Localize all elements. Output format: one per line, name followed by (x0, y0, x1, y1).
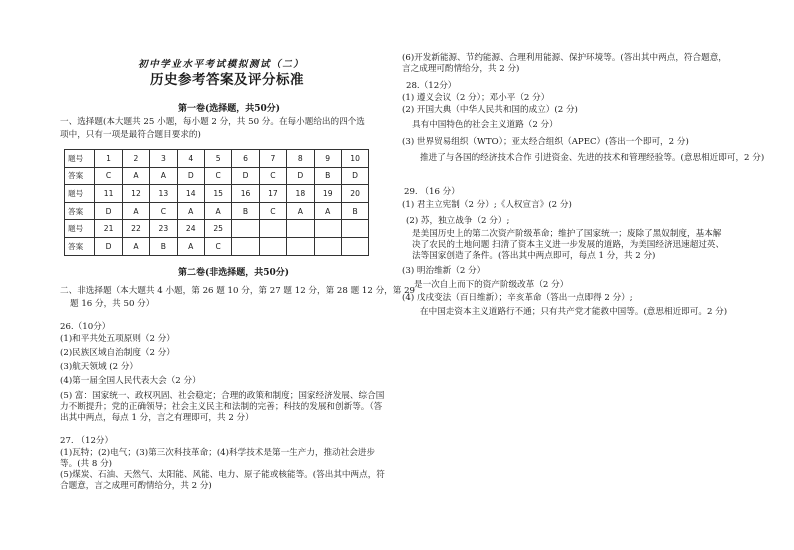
answer-table-cell: C (204, 237, 231, 255)
q28-answer-2b: 具有中国特色的社会主义道路（2 分） (412, 120, 558, 130)
answer-table-cell: 10 (341, 150, 368, 168)
answer-table-row (65, 202, 369, 220)
answer-table-cell: 7 (259, 150, 286, 168)
q29-answer-2b-line1: 是美国历史上的第二次资产阶级革命；维护了国家统一；废除了黑奴制度，基本解 (412, 229, 722, 239)
answer-table-cell: 8 (287, 150, 314, 168)
answer-table-cell: 2 (122, 150, 149, 168)
answer-table-cell: A (177, 237, 204, 255)
answer-table-cell: 4 (177, 150, 204, 168)
answer-table-cell: 3 (150, 150, 177, 168)
answer-table-cell: D (232, 167, 259, 185)
answer-table-cell: 1 (95, 150, 122, 168)
answer-table-cell: C (259, 202, 286, 220)
answer-table-cell: A (314, 202, 341, 220)
answer-table-row (65, 185, 369, 203)
q26-answer-5-line2: 力不断提升；党的正确领导；社会主义民主和法制的完善；科技的发展和创新等。（答 (60, 402, 383, 412)
answer-table-cell: D (95, 237, 122, 255)
answer-table-cell (341, 237, 368, 255)
q28-answer-1: (1) 遵义会议（2 分）；邓小平（2 分） (402, 93, 550, 103)
answer-table-cell: D (177, 167, 204, 185)
answer-table-row (65, 150, 369, 168)
q27-answer-6-line2: 言之成理可酌情给分，共 2 分) (402, 64, 520, 74)
answer-table-cell: A (204, 202, 231, 220)
answer-table-cell: D (287, 167, 314, 185)
answer-table-cell: A (177, 202, 204, 220)
answer-table-cell (287, 237, 314, 255)
q27-header: 27. （12分） (60, 436, 114, 446)
q26-answer-4: (4)第一届全国人民代表大会（2 分） (60, 376, 201, 386)
q29-answer-4: (4) 戊戌变法（百日维新）；辛亥革命（答出一点即得 2 分）; (402, 293, 633, 303)
answer-table-row-label: 题号 (65, 185, 95, 203)
q26-answer-5-line1: (5) 富：国家统一、政权巩固、社会稳定；合理的政策和制度；国家经济发展、综合国 (60, 391, 385, 401)
answer-table-cell: 24 (177, 220, 204, 238)
answer-table-cell: 17 (259, 185, 286, 203)
answer-table-cell: A (287, 202, 314, 220)
answer-table-cell: A (122, 167, 149, 185)
page-title: 历史参考答案及评分标准 (150, 72, 304, 88)
answer-table-cell: 21 (95, 220, 122, 238)
answer-table-cell: 13 (150, 185, 177, 203)
answer-table-row-label: 题号 (65, 150, 95, 168)
q27-answer-6-line1: (6)开发新能源、节约能源、合理利用能源、保护环境等。(答出其中两点，符合题意， (402, 53, 727, 63)
answer-table-cell: 19 (314, 185, 341, 203)
answer-table-row (65, 167, 369, 185)
q28-answer-3b: 推进了与各国的经济技术合作 引进资金、先进的技术和管理经验等。(意思相近即可，2 分) (420, 153, 765, 163)
answer-table-cell (259, 237, 286, 255)
answer-table-cell (232, 220, 259, 238)
answer-table-row-label: 答案 (65, 202, 95, 220)
q28-answer-2: (2) 开国大典（中华人民共和国的成立）(2 分) (402, 105, 578, 115)
q29-answer-3: (3) 明治维新（2 分） (402, 266, 486, 276)
q27-answer-1-line2: 等。(共 8 分) (60, 459, 113, 469)
answer-table (64, 149, 369, 256)
part1-heading: 第一卷(选择题，共50分) (178, 104, 281, 114)
q29-answer-2: (2) 苏，独立战争（2 分）; (406, 216, 510, 226)
answer-table-cell (314, 237, 341, 255)
answer-table-cell: 16 (232, 185, 259, 203)
exam-subtitle: 初中学业水平考试模拟测试（二） (138, 59, 305, 70)
answer-table-cell: A (122, 202, 149, 220)
answer-table-cell: A (150, 167, 177, 185)
part1-intro-line2: 项中，只有一项是最符合题目要求的) (60, 130, 201, 140)
q27-answer-5-line2: 合题意，言之成理可酌情给分，共 2 分) (60, 481, 212, 491)
answer-table-row-label: 题号 (65, 220, 95, 238)
answer-table-cell: C (204, 167, 231, 185)
q29-answer-3b: 是一次自上而下的资产阶级改革（2 分） (414, 280, 569, 290)
part2-heading: 第二卷(非选择题，共50分) (178, 268, 290, 278)
answer-table-cell: D (341, 167, 368, 185)
q28-answer-3: (3) 世界贸易组织（WTO）；亚太经合组织（APEC）(答出一个即可，2 分) (402, 137, 689, 147)
q29-answer-2b-line2: 决了农民的土地问题 扫清了资本主义进一步发展的道路，为美国经济迅速超过英、 (412, 240, 725, 250)
q29-answer-1: (1) 君主立宪制（2 分）;《人权宣言》(2 分) (402, 200, 572, 210)
q27-answer-1-line1: (1)瓦特；(2)电气；(3)第三次科技革命；(4)科学技术是第一生产力，推动社会进步 (60, 448, 376, 458)
answer-table-row-label: 答案 (65, 237, 95, 255)
q28-header: 28.（12分） (406, 81, 457, 91)
answer-table-cell: D (95, 202, 122, 220)
answer-table-cell: 11 (95, 185, 122, 203)
answer-table-cell: B (232, 202, 259, 220)
answer-table-cell: 18 (287, 185, 314, 203)
answer-table-cell: 14 (177, 185, 204, 203)
q29-header: 29. （16 分） (404, 187, 460, 197)
answer-table-row-label: 答案 (65, 167, 95, 185)
part1-intro-line1: 一、选择题(本大题共 25 小题，每小题 2 分，共 50 分。在每小题给出的四个选 (60, 117, 365, 127)
answer-table-cell: 25 (204, 220, 231, 238)
answer-table-cell (341, 220, 368, 238)
part2-intro-line2: 题 16 分，共 50 分） (70, 299, 155, 309)
answer-table-cell: 23 (150, 220, 177, 238)
answer-table-cell (259, 220, 286, 238)
q26-answer-1: (1)和平共处五项原则（2 分） (60, 334, 175, 344)
q26-answer-2: (2)民族区域自治制度（2 分） (60, 348, 175, 358)
answer-table-cell: 12 (122, 185, 149, 203)
q26-answer-3: (3)航天领域 (2 分） (60, 362, 139, 372)
q26-answer-5-line3: 出其中两点，每点 1 分，言之有理即可，共 2 分） (60, 413, 254, 423)
answer-table-cell: 6 (232, 150, 259, 168)
answer-table-cell: 9 (314, 150, 341, 168)
answer-table-cell: 22 (122, 220, 149, 238)
q27-answer-5-line1: (5)煤炭、石油、天然气、太阳能、风能、电力、原子能或核能等。(答出其中两点，符 (60, 470, 385, 480)
q26-header: 26.（10分） (60, 322, 111, 332)
part2-intro-line1: 二、非选择题（本大题共 4 小题，第 26 题 10 分，第 27 题 12 分，第 28 题 12 分，第 29 (60, 286, 416, 296)
answer-table-cell (314, 220, 341, 238)
answer-table-cell: 20 (341, 185, 368, 203)
answer-table-cell: B (150, 237, 177, 255)
answer-table-row (65, 237, 369, 255)
q29-answer-2b-line3: 法等国家创造了条件。(答出其中两点即可，每点 1 分，共 2 分) (412, 251, 656, 261)
answer-table-cell: B (314, 167, 341, 185)
answer-table-cell: 5 (204, 150, 231, 168)
answer-table-cell: B (341, 202, 368, 220)
answer-table-cell (232, 237, 259, 255)
answer-table-cell: C (95, 167, 122, 185)
answer-table-cell: 15 (204, 185, 231, 203)
answer-table-cell: C (259, 167, 286, 185)
answer-table-row (65, 220, 369, 238)
answer-table-cell: C (150, 202, 177, 220)
answer-table-cell (287, 220, 314, 238)
answer-table-cell: A (122, 237, 149, 255)
q29-answer-4b: 在中国走资本主义道路行不通；只有共产党才能救中国等。(意思相近即可。2 分) (420, 307, 728, 317)
